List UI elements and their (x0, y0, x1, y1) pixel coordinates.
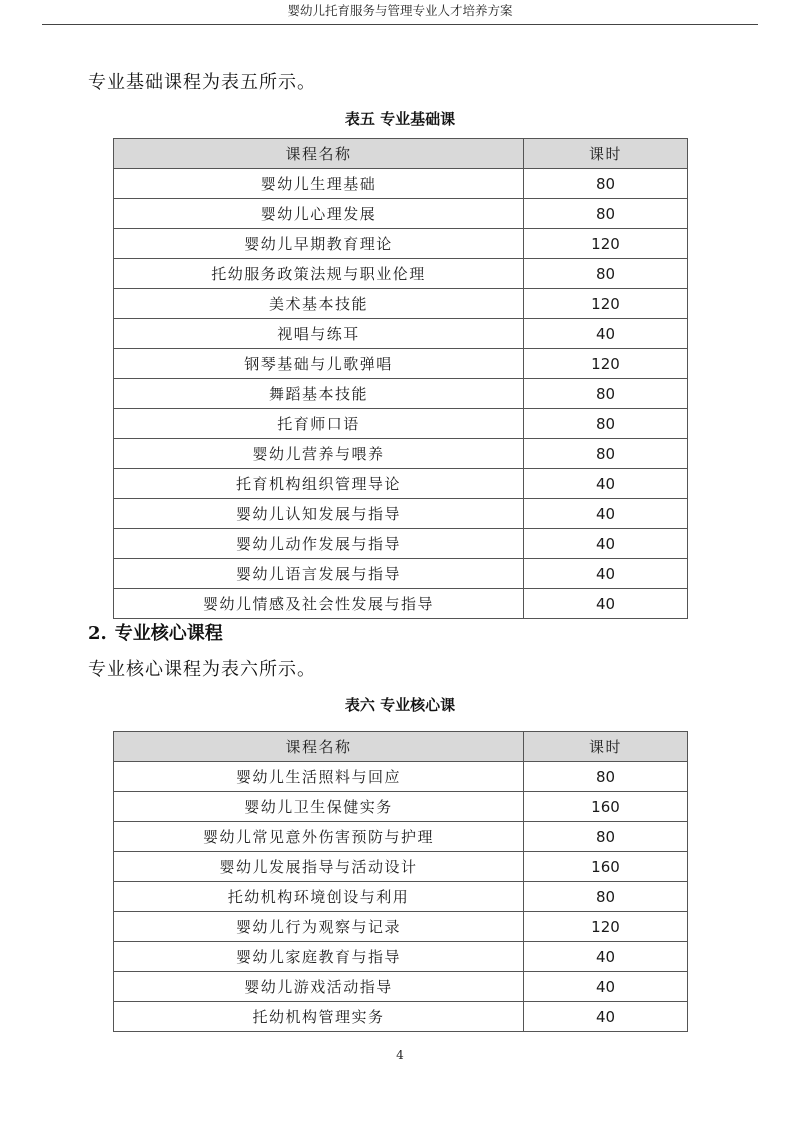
course-name-cell: 钢琴基础与儿歌弹唱 (114, 349, 524, 379)
course-name-cell: 婴幼儿行为观察与记录 (114, 912, 524, 942)
page-number: 4 (396, 1048, 404, 1062)
table-row (114, 822, 688, 852)
course-hours-cell: 120 (524, 349, 688, 379)
table-row (114, 229, 688, 259)
course-hours-cell: 40 (524, 319, 688, 349)
course-hours-cell: 80 (524, 409, 688, 439)
course-hours-cell: 80 (524, 822, 688, 852)
table-row (114, 469, 688, 499)
table6 (113, 731, 688, 1032)
course-hours-cell: 120 (524, 229, 688, 259)
course-name-cell: 婴幼儿生活照料与回应 (114, 762, 524, 792)
table5 (113, 138, 688, 619)
course-hours-cell: 40 (524, 499, 688, 529)
table-row (114, 792, 688, 822)
course-name-cell: 婴幼儿动作发展与指导 (114, 529, 524, 559)
table-row (114, 912, 688, 942)
course-name-cell: 托幼机构管理实务 (114, 1002, 524, 1032)
course-name-cell: 婴幼儿营养与喂养 (114, 439, 524, 469)
table-row (114, 319, 688, 349)
intro-core-paragraph: 专业核心课程为表六所示。 (88, 659, 316, 680)
course-hours-cell: 80 (524, 259, 688, 289)
course-hours-cell: 40 (524, 1002, 688, 1032)
course-hours-cell: 40 (524, 972, 688, 1002)
course-name-cell: 婴幼儿卫生保健实务 (114, 792, 524, 822)
course-hours-cell: 80 (524, 439, 688, 469)
course-name-cell: 美术基本技能 (114, 289, 524, 319)
table-row (114, 259, 688, 289)
course-name-cell: 托幼机构环境创设与利用 (114, 882, 524, 912)
table-row (114, 559, 688, 589)
table6-header-row (114, 732, 688, 762)
table-row (114, 349, 688, 379)
course-name-cell: 婴幼儿发展指导与活动设计 (114, 852, 524, 882)
course-name-cell: 婴幼儿常见意外伤害预防与护理 (114, 822, 524, 852)
table-row (114, 882, 688, 912)
table-row (114, 499, 688, 529)
column-header-hours: 课时 (524, 139, 688, 169)
course-hours-cell: 40 (524, 529, 688, 559)
course-hours-cell: 120 (524, 912, 688, 942)
table-row (114, 199, 688, 229)
course-name-cell: 婴幼儿认知发展与指导 (114, 499, 524, 529)
course-name-cell: 婴幼儿语言发展与指导 (114, 559, 524, 589)
course-hours-cell: 40 (524, 559, 688, 589)
course-hours-cell: 40 (524, 589, 688, 619)
section2-title: 专业核心课程 (114, 623, 223, 644)
table5-caption: 表五 专业基础课 (344, 110, 456, 128)
table-row (114, 762, 688, 792)
course-hours-cell: 120 (524, 289, 688, 319)
section2-number: 2. (88, 623, 107, 644)
course-name-cell: 婴幼儿早期教育理论 (114, 229, 524, 259)
course-hours-cell: 40 (524, 942, 688, 972)
course-name-cell: 托幼服务政策法规与职业伦理 (114, 259, 524, 289)
course-hours-cell: 80 (524, 199, 688, 229)
column-header-name: 课程名称 (114, 732, 524, 762)
page-header: 婴幼儿托育服务与管理专业人才培养方案 (287, 3, 513, 18)
course-name-cell: 托育机构组织管理导论 (114, 469, 524, 499)
section2-heading (88, 621, 223, 647)
course-name-cell: 视唱与练耳 (114, 319, 524, 349)
table-row (114, 529, 688, 559)
header-rule (42, 24, 758, 25)
table-row (114, 439, 688, 469)
course-name-cell: 舞蹈基本技能 (114, 379, 524, 409)
table-row (114, 379, 688, 409)
intro-basic-paragraph: 专业基础课程为表五所示。 (88, 72, 316, 93)
table-row (114, 852, 688, 882)
table-row (114, 589, 688, 619)
table-row (114, 1002, 688, 1032)
course-hours-cell: 160 (524, 852, 688, 882)
column-header-hours: 课时 (524, 732, 688, 762)
course-hours-cell: 40 (524, 469, 688, 499)
table6-caption: 表六 专业核心课 (344, 696, 456, 714)
course-hours-cell: 80 (524, 882, 688, 912)
course-name-cell: 婴幼儿家庭教育与指导 (114, 942, 524, 972)
course-name-cell: 婴幼儿生理基础 (114, 169, 524, 199)
course-name-cell: 托育师口语 (114, 409, 524, 439)
course-hours-cell: 80 (524, 379, 688, 409)
course-hours-cell: 80 (524, 169, 688, 199)
course-name-cell: 婴幼儿游戏活动指导 (114, 972, 524, 1002)
table-row (114, 289, 688, 319)
course-name-cell: 婴幼儿心理发展 (114, 199, 524, 229)
table-row (114, 169, 688, 199)
table-row (114, 942, 688, 972)
table-row (114, 972, 688, 1002)
course-hours-cell: 80 (524, 762, 688, 792)
table-row (114, 409, 688, 439)
course-name-cell: 婴幼儿情感及社会性发展与指导 (114, 589, 524, 619)
course-hours-cell: 160 (524, 792, 688, 822)
column-header-name: 课程名称 (114, 139, 524, 169)
table5-header-row (114, 139, 688, 169)
